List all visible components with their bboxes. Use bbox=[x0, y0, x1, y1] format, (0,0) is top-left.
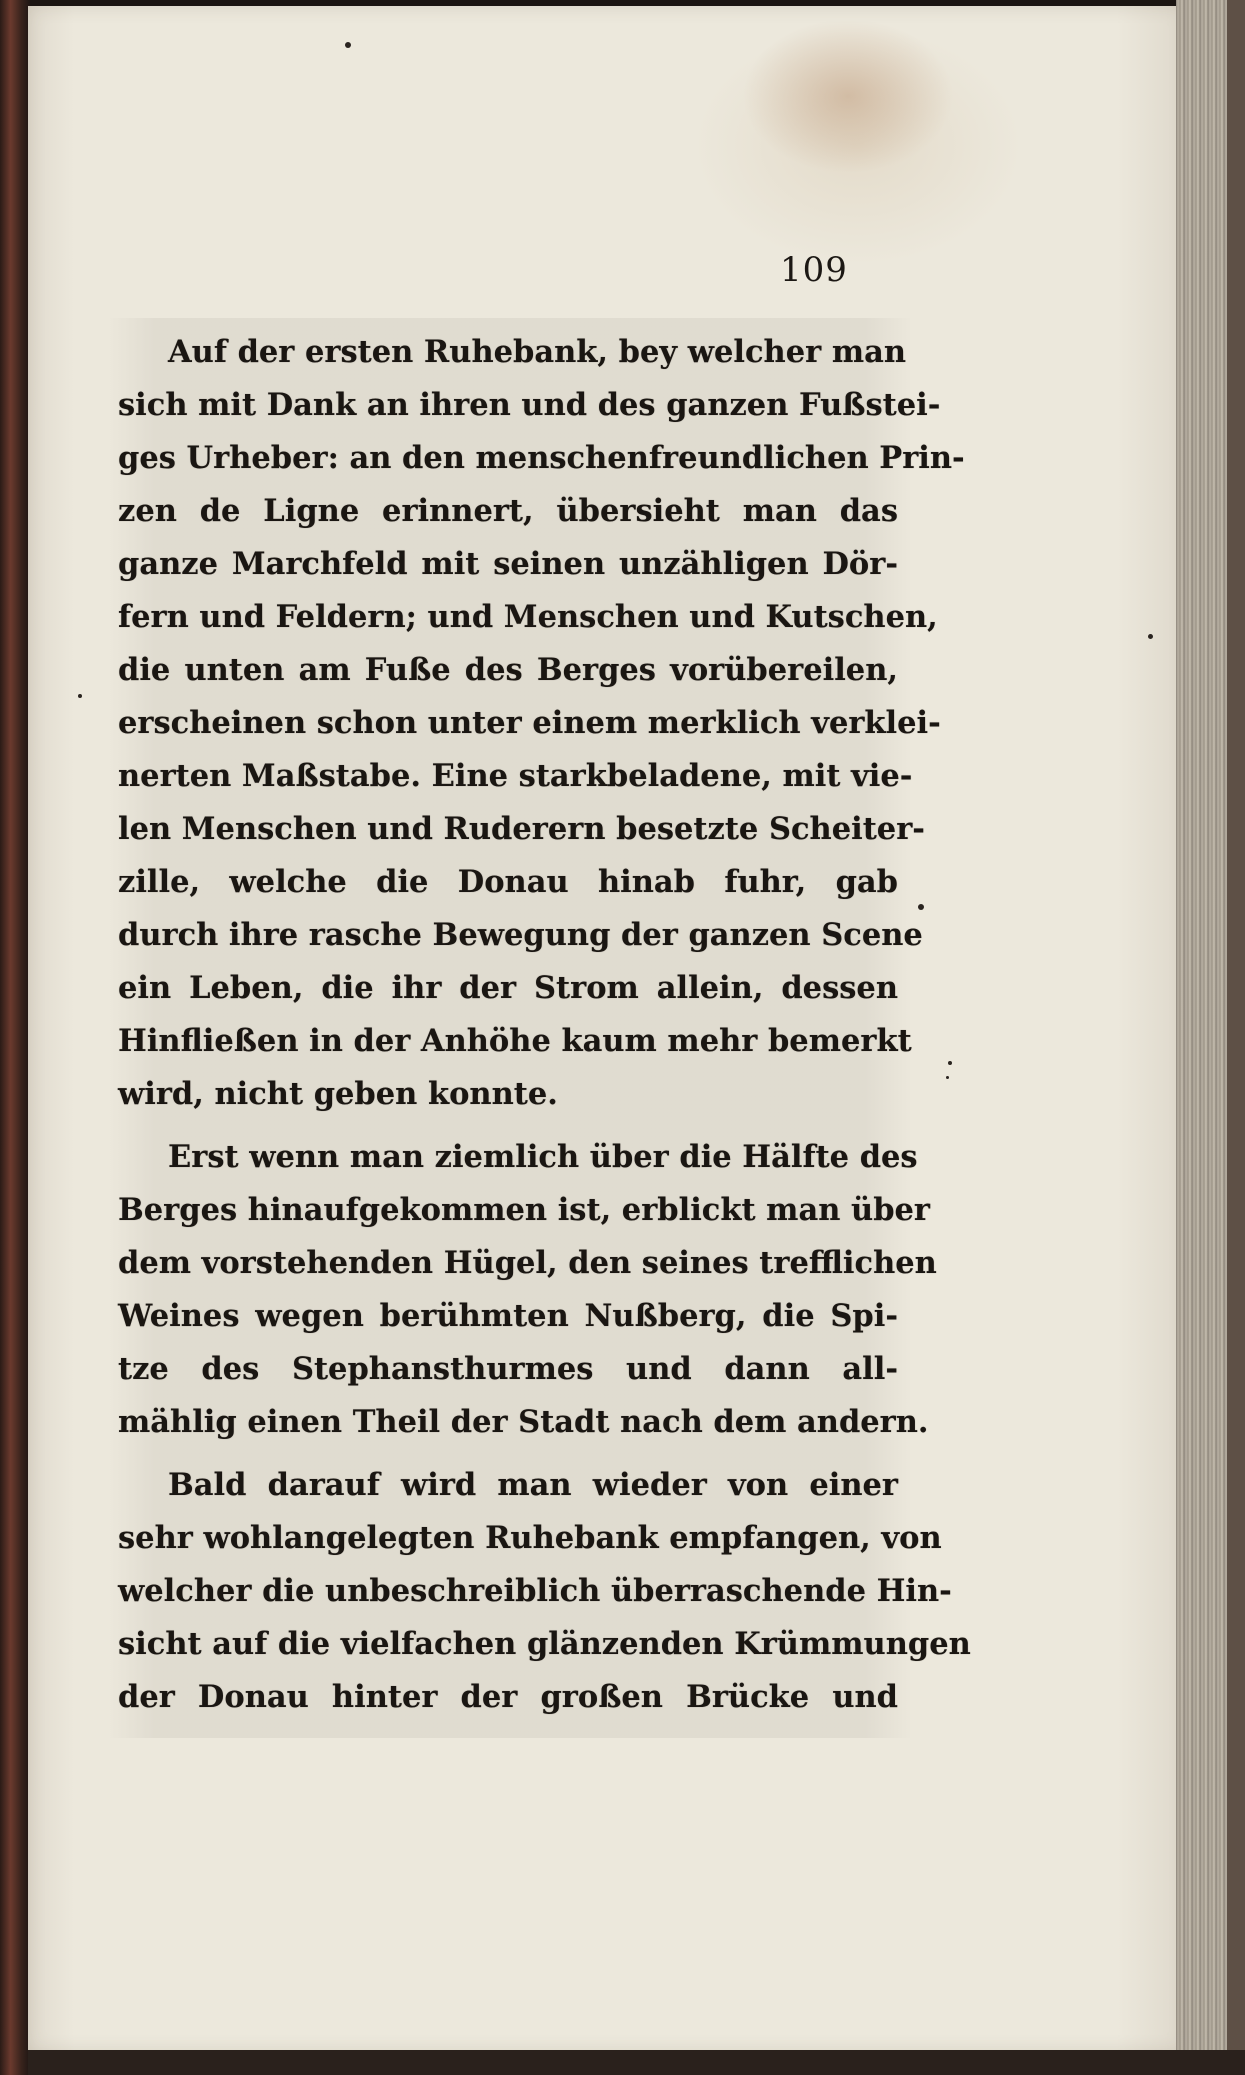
text-line: ein Leben, die ihr der Strom allein, dessen bbox=[118, 970, 898, 1006]
text-line: die unten am Fuße des Berges vorübereilen, bbox=[118, 652, 898, 688]
text-line: Berges hinaufgekommen ist, erblickt man über bbox=[118, 1192, 930, 1228]
paragraph-3 bbox=[118, 1459, 971, 1724]
text-line: erscheinen schon unter einem merklich verklei- bbox=[118, 705, 941, 741]
text-line: Hinfließen in der Anhöhe kaum mehr bemerkt bbox=[118, 1023, 912, 1059]
text-line: welcher die unbeschreiblich überraschende Hin- bbox=[118, 1573, 952, 1609]
text-line: Erst wenn man ziemlich über die Hälfte des bbox=[168, 1139, 918, 1175]
text-line: Auf der ersten Ruhebank, bey welcher man bbox=[168, 334, 907, 370]
text-line: Weines wegen berühmten Nußberg, die Spi- bbox=[118, 1298, 898, 1334]
text-line: fern und Feldern; und Menschen und Kutschen, bbox=[118, 599, 938, 635]
text-line: der Donau hinter der großen Brücke und bbox=[118, 1679, 898, 1715]
ink-speck bbox=[948, 1061, 952, 1065]
text-line: sich mit Dank an ihren und des ganzen Fußstei- bbox=[118, 387, 941, 423]
text-line: tze des Stephansthurmes und dann all- bbox=[118, 1351, 898, 1387]
page-number: 109 bbox=[780, 250, 848, 290]
body-text bbox=[108, 318, 971, 1738]
ink-speck bbox=[918, 904, 924, 910]
text-line: zille, welche die Donau hinab fuhr, gab bbox=[118, 864, 898, 900]
text-line: wird, nicht geben konnte. bbox=[118, 1076, 558, 1112]
text-line: mählig einen Theil der Stadt nach dem andern. bbox=[118, 1404, 929, 1440]
text-line: nerten Maßstabe. Eine starkbeladene, mit vie- bbox=[118, 758, 913, 794]
text-line: durch ihre rasche Bewegung der ganzen Scene bbox=[118, 917, 923, 953]
page-edges bbox=[1176, 0, 1245, 2075]
scan-bottom-edge bbox=[28, 2050, 1245, 2075]
ink-speck bbox=[345, 42, 351, 48]
text-line: ges Urheber: an den menschenfreundlichen Prin- bbox=[118, 440, 965, 476]
book-binding bbox=[0, 0, 30, 2075]
text-line: len Menschen und Ruderern besetzte Scheiter- bbox=[118, 811, 925, 847]
text-line: sicht auf die vielfachen glänzenden Krümmungen bbox=[118, 1626, 971, 1662]
ink-speck bbox=[78, 694, 82, 698]
paragraph-1 bbox=[118, 326, 965, 1121]
ink-speck bbox=[1148, 634, 1153, 639]
text-line: Bald darauf wird man wieder von einer bbox=[168, 1467, 898, 1503]
paragraph-2 bbox=[118, 1131, 937, 1449]
ink-speck bbox=[946, 1076, 949, 1079]
text-line: dem vorstehenden Hügel, den seines trefflichen bbox=[118, 1245, 937, 1281]
text-line: ganze Marchfeld mit seinen unzähligen Dör- bbox=[118, 546, 898, 582]
text-line: zen de Ligne erinnert, übersieht man das bbox=[118, 493, 898, 529]
text-line: sehr wohlangelegten Ruhebank empfangen, von bbox=[118, 1520, 942, 1556]
